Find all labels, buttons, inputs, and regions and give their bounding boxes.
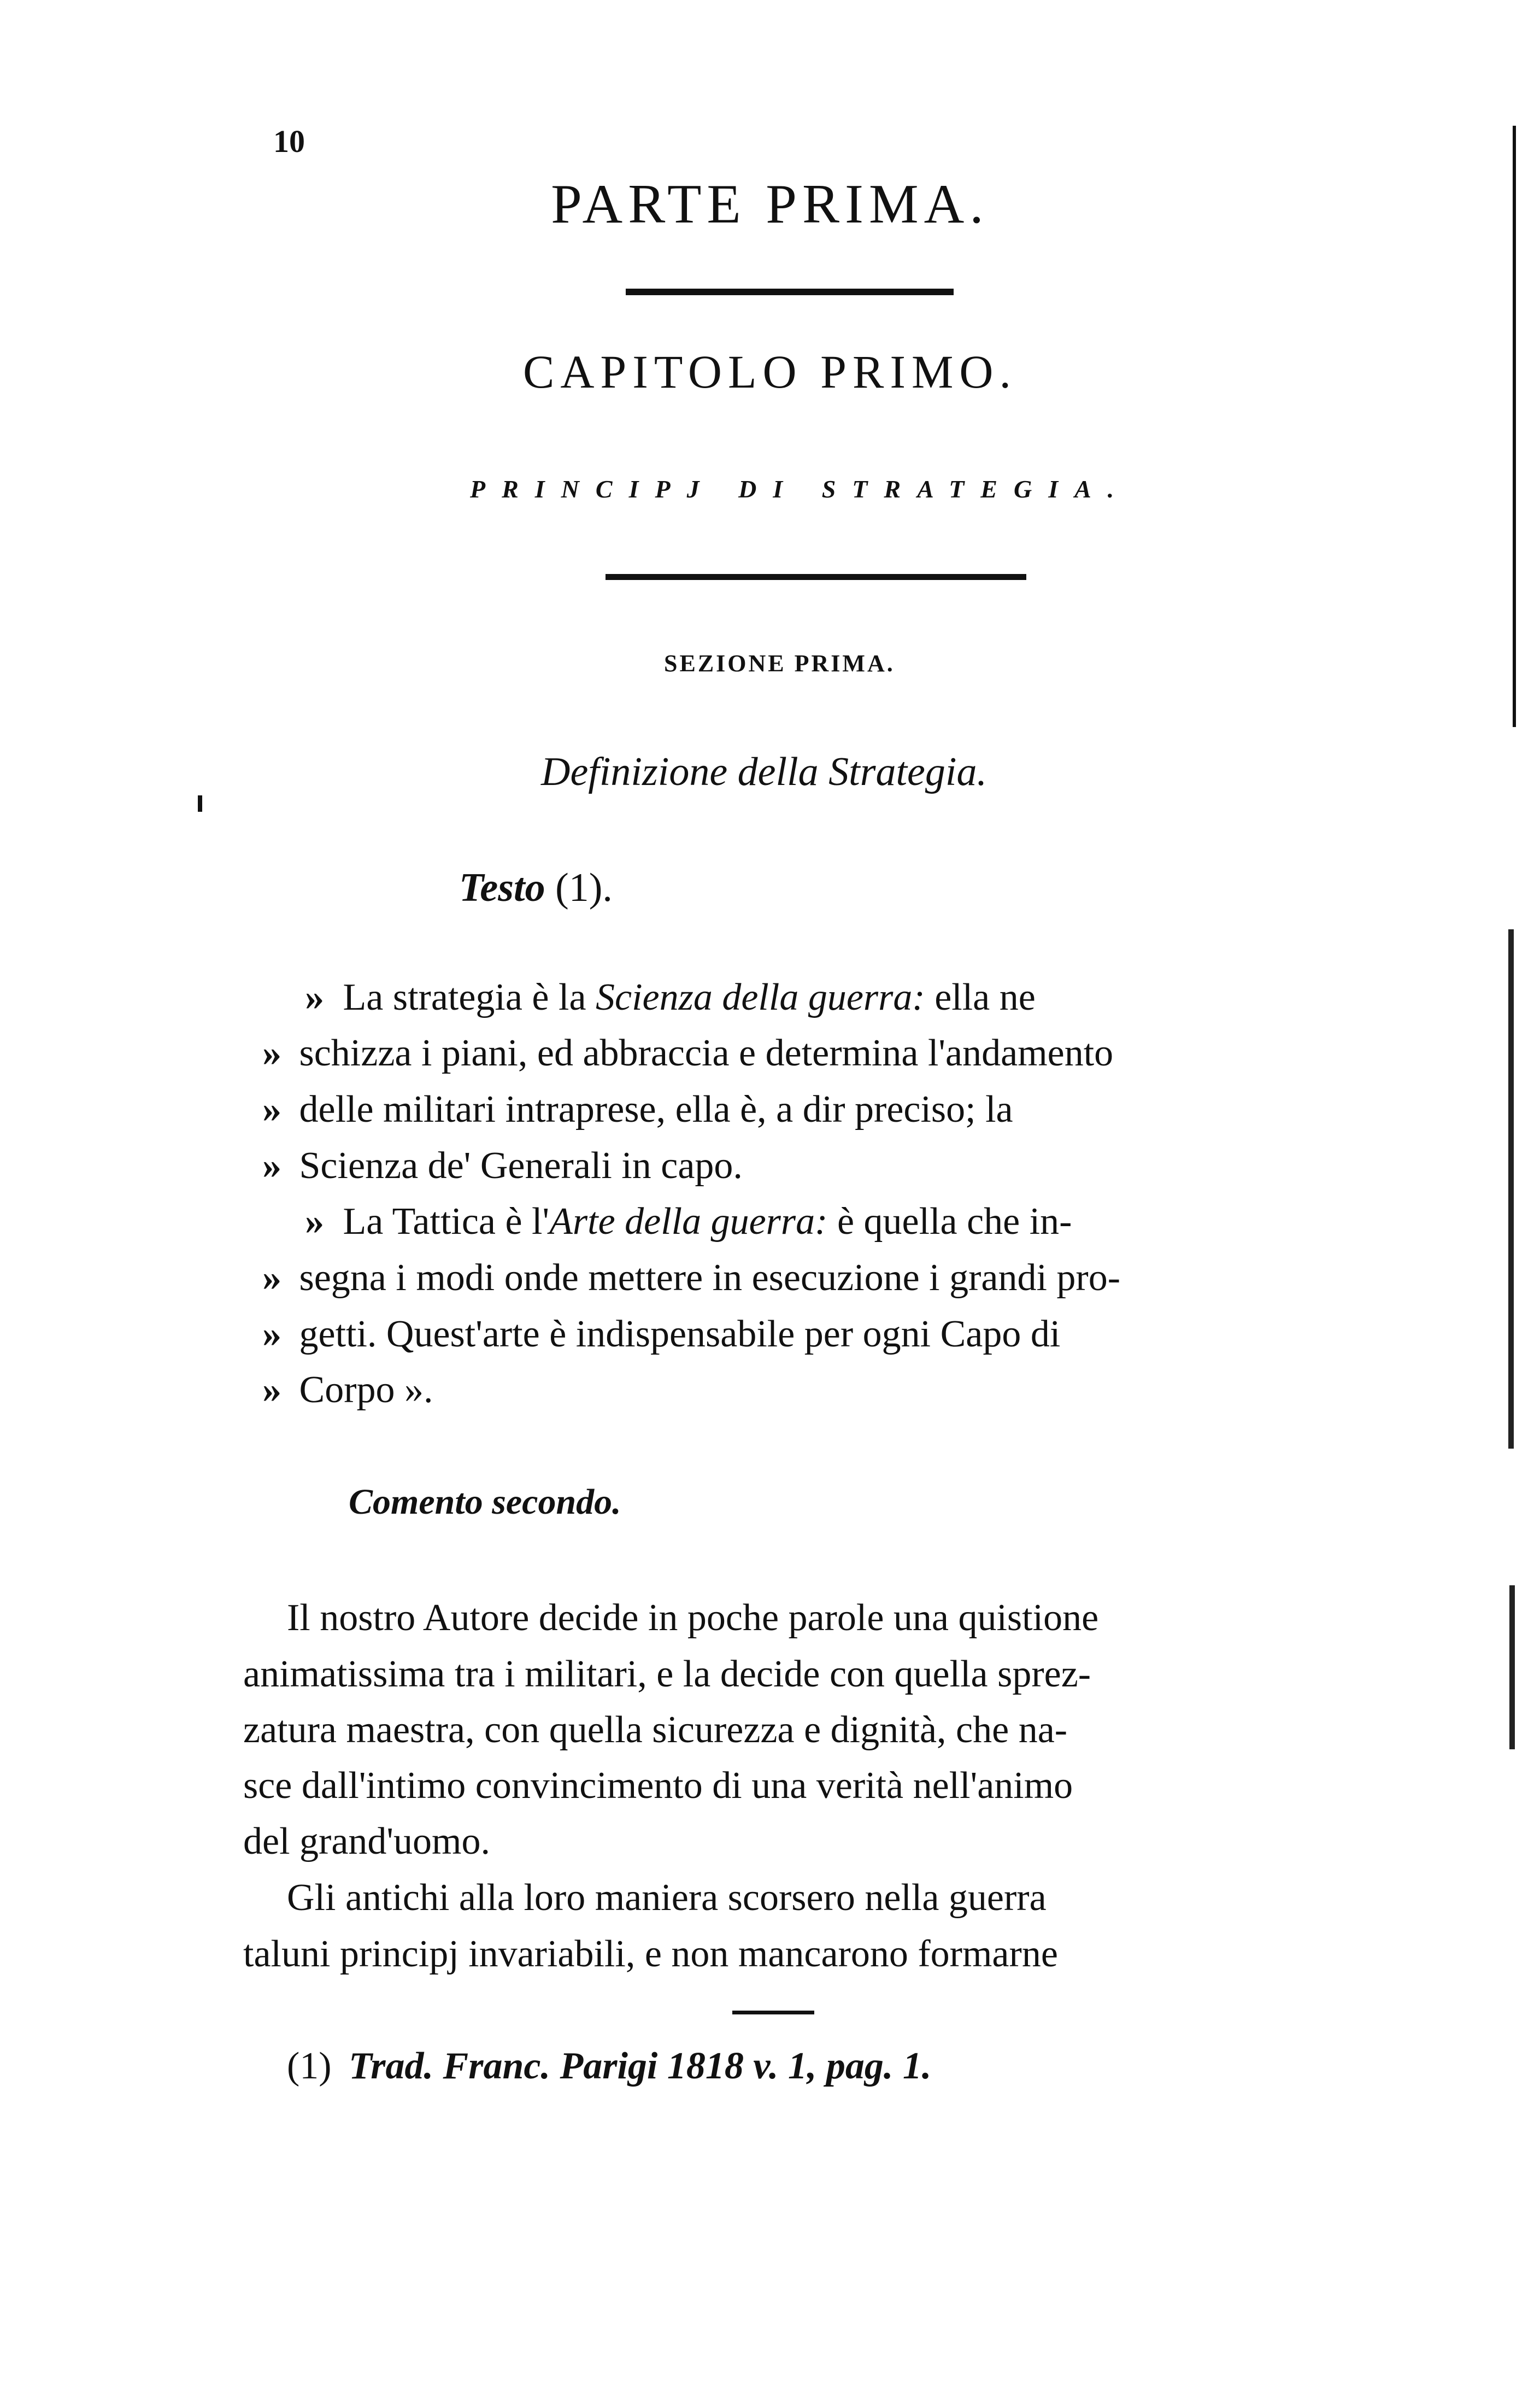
binding-edge-mark [1513, 126, 1516, 727]
part-title: PARTE PRIMA. [551, 173, 989, 235]
quote-text: ella ne [925, 976, 1036, 1018]
quote-text: getti. Quest'arte è indispensabile per ogni Capo di [290, 1313, 1061, 1355]
quote-text: La strategia è la [333, 976, 596, 1018]
quote-line: » schizza i piani, ed abbraccia e determina l'andamento [262, 1032, 1114, 1074]
title-divider [626, 289, 954, 295]
chapter-subtitle: PRINCIPJ DI STRATEGIA. [470, 475, 1131, 503]
quote-line: » La strategia è la Scienza della guerra: ella ne [305, 976, 1036, 1018]
quote-text: Scienza de' Generali in capo. [290, 1145, 743, 1187]
footnote-divider [732, 2011, 814, 2014]
footnote-ref: (1) [287, 2045, 332, 2087]
body-line: zatura maestra, con quella sicurezza e dignità, che na- [243, 1709, 1068, 1751]
body-line: animatissima tra i militari, e la decide con quella sprez- [243, 1653, 1091, 1695]
quote-line: » Scienza de' Generali in capo. [262, 1145, 743, 1187]
body-line: Gli antichi alla loro maniera scorsero nella guerra [287, 1877, 1047, 1919]
body-line: taluni principj invariabili, e non mancarono formarne [243, 1933, 1058, 1975]
comment-heading: Comento secondo. [349, 1482, 621, 1522]
testo-note-ref: (1). [555, 865, 613, 910]
quote-line: » getti. Quest'arte è indispensabile per ogni Capo di [262, 1313, 1061, 1355]
binding-edge-mark [1508, 929, 1514, 1449]
body-line: del grand'uomo. [243, 1820, 490, 1862]
testo-label: Testo [459, 865, 545, 910]
quote-line: » delle militari intraprese, ella è, a dir preciso; la [262, 1088, 1013, 1130]
quote-line: » Corpo ». [262, 1369, 433, 1411]
margin-dot [198, 795, 202, 812]
quote-text: Corpo ». [290, 1369, 433, 1411]
chapter-title: CAPITOLO PRIMO. [522, 345, 1018, 398]
quote-line: » segna i modi onde mettere in esecuzione i grandi pro- [262, 1257, 1121, 1299]
quote-italic: Scienza della guerra: [596, 976, 925, 1018]
quote-text: è quella che in- [827, 1200, 1072, 1243]
binding-edge-mark [1509, 1585, 1515, 1749]
quote-text: segna i modi onde mettere in esecuzione i grandi pro- [290, 1257, 1121, 1299]
quote-text: delle militari intraprese, ella è, a dir preciso; la [290, 1088, 1013, 1130]
quote-text: schizza i piani, ed abbraccia e determina l'andamento [290, 1032, 1114, 1074]
page-number: 10 [273, 124, 305, 159]
footnote-text: Trad. Franc. Parigi 1818 v. 1, pag. 1. [349, 2045, 932, 2087]
quote-italic: Arte della guerra: [549, 1200, 828, 1243]
body-line: Il nostro Autore decide in poche parole una quistione [287, 1597, 1099, 1639]
section-title: SEZIONE PRIMA. [664, 650, 895, 677]
testo-heading [459, 865, 613, 911]
quote-line: » La Tattica è l'Arte della guerra: è quella che in- [305, 1200, 1072, 1243]
section-heading: Definizione della Strategia. [541, 749, 987, 794]
quote-text: La Tattica è l' [333, 1200, 550, 1243]
chapter-divider [606, 574, 1026, 580]
footnote [287, 2044, 931, 2088]
body-line: sce dall'intimo convincimento di una verità nell'animo [243, 1765, 1073, 1807]
